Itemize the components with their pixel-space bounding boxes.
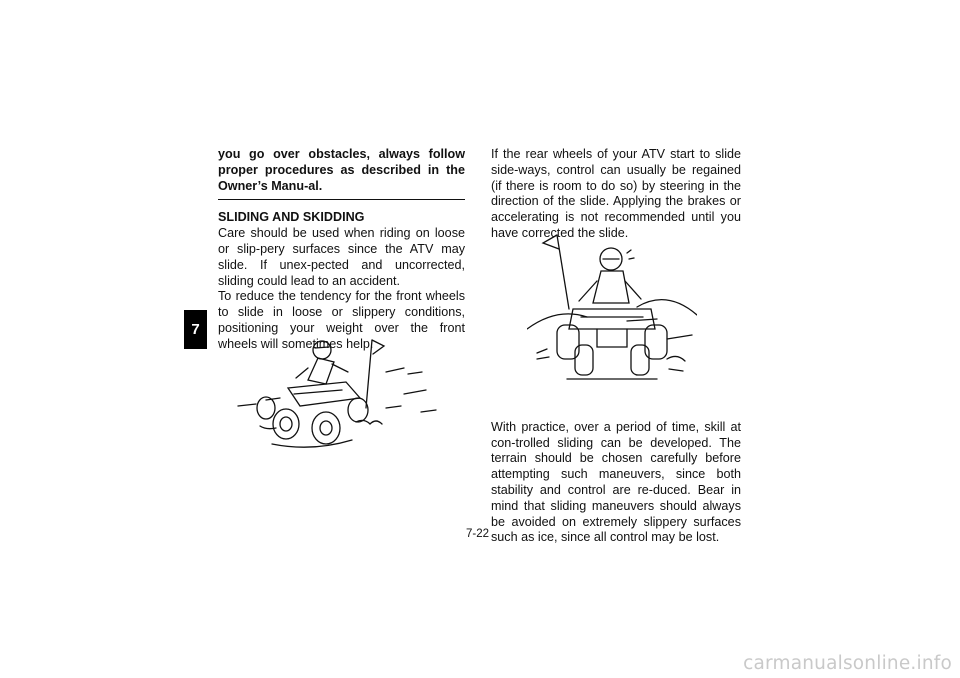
chapter-tab	[184, 310, 207, 349]
left-column	[218, 147, 465, 353]
warning-end-rule	[218, 199, 465, 200]
page-number: 7-22	[466, 528, 490, 540]
paragraph: Care should be used when riding on loose or slip-pery surfaces since the ATV may slide. If unex-pected and uncorrected, sliding could lead to an accident.	[218, 226, 465, 288]
chapter-tab-number: 7	[191, 321, 200, 338]
section-heading: SLIDING AND SKIDDING	[218, 210, 365, 225]
paragraph: With practice, over a period of time, skill at con-trolled sliding can be developed. The terrain should be chosen carefully before attempting such maneuvers, since both stability and control are re-duced. Bear in mind that sliding maneuvers should always be avoided on extremely slippery surfaces such as ice, since all control may be lost.	[491, 419, 741, 545]
atv-rear-slide-illustration	[527, 229, 697, 389]
paragraph: If the rear wheels of your ATV start to slide side-ways, control can usually be regained (if there is room to do so) by steering in the direction of the slide. Applying the brakes or accelerating is not recommended until you have corrected the slide.	[491, 147, 741, 240]
warning-continuation: you go over obstacles, always follow proper procedures as described in the Owner’s Manu-al.	[218, 147, 465, 193]
atv-slide-illustration	[236, 328, 446, 453]
watermark: carmanualsonline.info	[743, 653, 952, 674]
paragraph: To reduce the tendency for the front wheels to slide in loose or slippery conditions, positioning your weight over the front wheels will sometimes help.	[218, 289, 465, 351]
